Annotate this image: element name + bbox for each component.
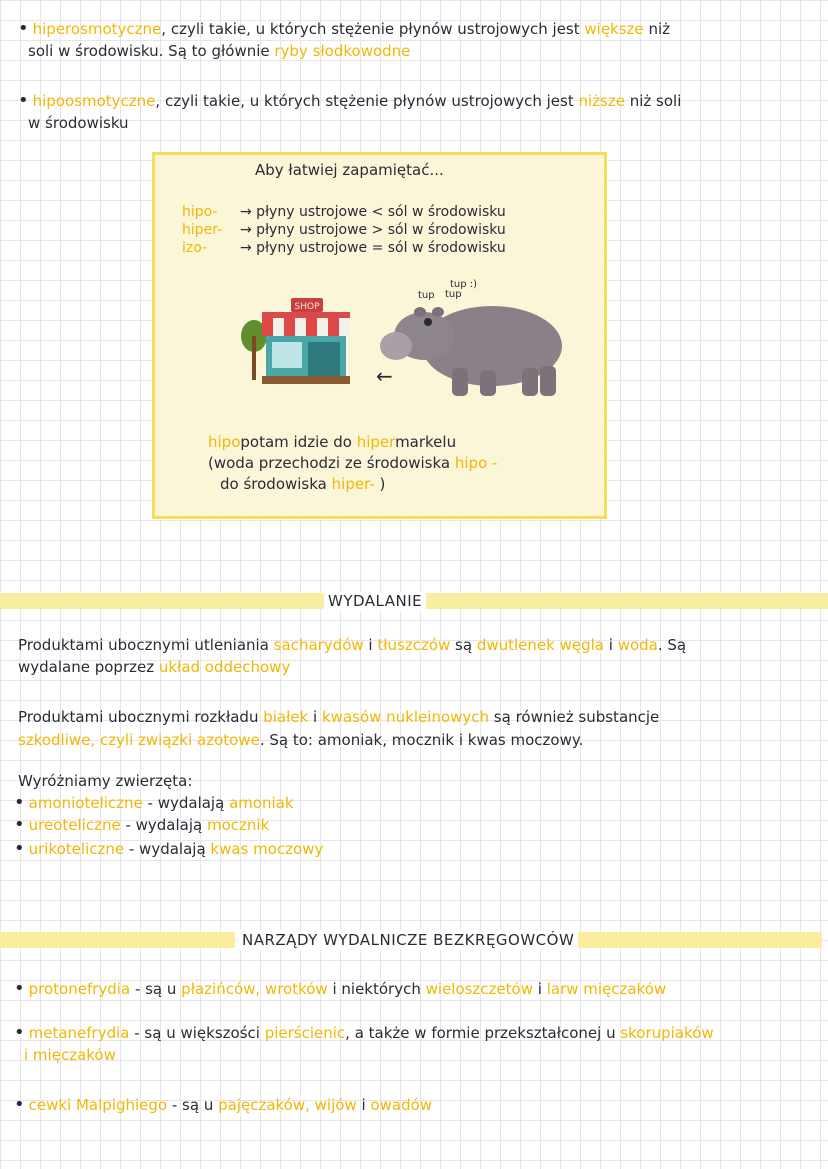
wydalanie-p2-line-1 bbox=[18, 708, 659, 726]
text: kwasów nukleinowych bbox=[322, 708, 490, 726]
narzady-item-3 bbox=[14, 1096, 432, 1114]
text: urikoteliczne bbox=[28, 840, 125, 858]
text: . Są to: amoniak, mocznik i kwas moczowy. bbox=[259, 731, 584, 749]
text: cewki Malpighiego bbox=[28, 1096, 168, 1114]
memo-row-izo bbox=[182, 240, 506, 257]
bullet-icon: • bbox=[14, 1094, 25, 1115]
arrow-left-icon: ← bbox=[376, 364, 393, 388]
text: hiper- bbox=[331, 475, 375, 493]
text: amonioteliczne bbox=[28, 794, 143, 812]
text: skorupiaków bbox=[620, 1024, 714, 1042]
text: , a także w formie przekształconej u bbox=[345, 1024, 621, 1042]
text: i bbox=[308, 708, 322, 726]
text: tłuszczów bbox=[377, 636, 451, 654]
bullet-icon: • bbox=[14, 838, 25, 859]
caption-line-2 bbox=[208, 455, 497, 472]
text: hiper bbox=[356, 433, 396, 451]
wydalanie-p3: Wyróżniamy zwierzęta: bbox=[18, 772, 193, 790]
text: woda bbox=[617, 636, 658, 654]
heading-band bbox=[0, 932, 235, 948]
wydalanie-p2-line-2 bbox=[18, 731, 583, 749]
text: - są u bbox=[167, 1096, 219, 1114]
text: układ oddechowy bbox=[158, 658, 291, 676]
list-item bbox=[14, 840, 323, 858]
text: - wydalają bbox=[120, 816, 207, 834]
list-item bbox=[14, 816, 269, 834]
text: markelu bbox=[395, 433, 457, 451]
text: potam idzie do bbox=[240, 433, 357, 451]
text: płazińców, wrotków bbox=[181, 980, 328, 998]
text: larw mięczaków bbox=[546, 980, 667, 998]
bullet-icon: • bbox=[14, 978, 25, 999]
text: protonefrydia bbox=[28, 980, 131, 998]
text: - wydalają bbox=[142, 794, 230, 812]
text: w środowisku bbox=[28, 114, 129, 132]
text: ureoteliczne bbox=[28, 816, 121, 834]
term-hipoosmotyczne: hipoosmotyczne bbox=[32, 92, 156, 110]
bullet-icon: • bbox=[14, 1022, 25, 1043]
text: ) bbox=[374, 475, 386, 493]
text: sacharydów bbox=[273, 636, 364, 654]
text: Produktami ubocznymi utleniania bbox=[18, 636, 274, 654]
text: niż soli bbox=[624, 92, 682, 110]
text: metanefrydia bbox=[28, 1024, 130, 1042]
text: białek bbox=[263, 708, 309, 726]
list-item bbox=[14, 794, 294, 812]
text: hipo bbox=[208, 433, 241, 451]
shop-illustration bbox=[236, 296, 356, 388]
hipo-line-2 bbox=[28, 114, 129, 132]
hippo-illustration bbox=[380, 290, 570, 402]
text: pierścienic bbox=[264, 1024, 346, 1042]
bullet-icon: • bbox=[14, 792, 25, 813]
text: wieloszczetów bbox=[425, 980, 533, 998]
wydalanie-p1-line-1 bbox=[18, 636, 686, 654]
caption-line-1 bbox=[208, 434, 456, 451]
bullet-icon: • bbox=[18, 90, 29, 111]
bullet-icon: • bbox=[14, 814, 25, 835]
text: są bbox=[450, 636, 477, 654]
shop-sign: SHOP bbox=[294, 302, 320, 312]
bullet-icon: • bbox=[18, 18, 29, 39]
narzady-item-2-cont bbox=[24, 1046, 116, 1064]
text: , czyli takie, u których stężenie płynów ustrojowych jest bbox=[155, 92, 579, 110]
text: i bbox=[356, 1096, 371, 1114]
narzady-item-1 bbox=[14, 980, 666, 998]
narzady-item-2 bbox=[14, 1024, 714, 1042]
text: - są u bbox=[130, 980, 182, 998]
row-text: → płyny ustrojowe > sól w środowisku bbox=[240, 222, 506, 238]
text: i niektórych bbox=[327, 980, 426, 998]
text: mocznik bbox=[206, 816, 270, 834]
text: i mięczaków bbox=[24, 1046, 116, 1064]
text: wydalane poprzez bbox=[18, 658, 159, 676]
heading-band bbox=[572, 932, 822, 948]
text: - są u większości bbox=[129, 1024, 265, 1042]
row-text: → płyny ustrojowe < sól w środowisku bbox=[240, 204, 506, 220]
text: do środowiska bbox=[220, 475, 332, 493]
prefix-izo: izo- bbox=[182, 240, 208, 256]
text: szkodliwe, czyli związki azotowe bbox=[18, 731, 260, 749]
hipo-line-1 bbox=[18, 92, 681, 110]
text: amoniak bbox=[229, 794, 294, 812]
section-heading-narzady: NARZĄDY WYDALNICZE BEZKRĘGOWCÓW bbox=[238, 930, 578, 950]
hiper-line-1 bbox=[18, 20, 670, 38]
prefix-hipo: hipo- bbox=[182, 204, 218, 220]
caption-line-3 bbox=[220, 476, 385, 493]
hiper-line-2 bbox=[28, 42, 410, 60]
text: są również substancje bbox=[489, 708, 660, 726]
prefix-hiper: hiper- bbox=[182, 222, 223, 238]
tup-label-3: tup :) bbox=[450, 279, 478, 290]
text: . Są bbox=[657, 636, 687, 654]
text: pajęczaków, wijów bbox=[218, 1096, 357, 1114]
memo-row-hipo bbox=[182, 204, 506, 221]
term-hiperosmotyczne: hiperosmotyczne bbox=[32, 20, 162, 38]
term-wieksze: większe bbox=[584, 20, 644, 38]
memo-title: Aby łatwiej zapamiętać... bbox=[255, 161, 444, 179]
text: Produktami ubocznymi rozkładu bbox=[18, 708, 264, 726]
text: i bbox=[532, 980, 547, 998]
text: soli w środowisku. Są to głównie bbox=[28, 42, 275, 60]
text: (woda przechodzi ze środowiska bbox=[208, 454, 455, 472]
term-ryby: ryby słodkowodne bbox=[274, 42, 411, 60]
row-text: → płyny ustrojowe = sól w środowisku bbox=[240, 240, 506, 256]
text: niż bbox=[643, 20, 670, 38]
text: - wydalają bbox=[124, 840, 211, 858]
text: hipo - bbox=[454, 454, 498, 472]
term-nizsze: niższe bbox=[578, 92, 625, 110]
text: dwutlenek węgla bbox=[476, 636, 604, 654]
text: i bbox=[603, 636, 618, 654]
text: kwas moczowy bbox=[210, 840, 324, 858]
text: i bbox=[363, 636, 378, 654]
text: owadów bbox=[370, 1096, 433, 1114]
tup-label-2: tup bbox=[445, 289, 462, 300]
wydalanie-p1-line-2 bbox=[18, 658, 290, 676]
memo-row-hiper bbox=[182, 222, 506, 239]
section-heading-wydalanie: WYDALANIE bbox=[324, 591, 426, 611]
text: , czyli takie, u których stężenie płynów ustrojowych jest bbox=[161, 20, 585, 38]
tup-label-1: tup bbox=[418, 290, 435, 301]
